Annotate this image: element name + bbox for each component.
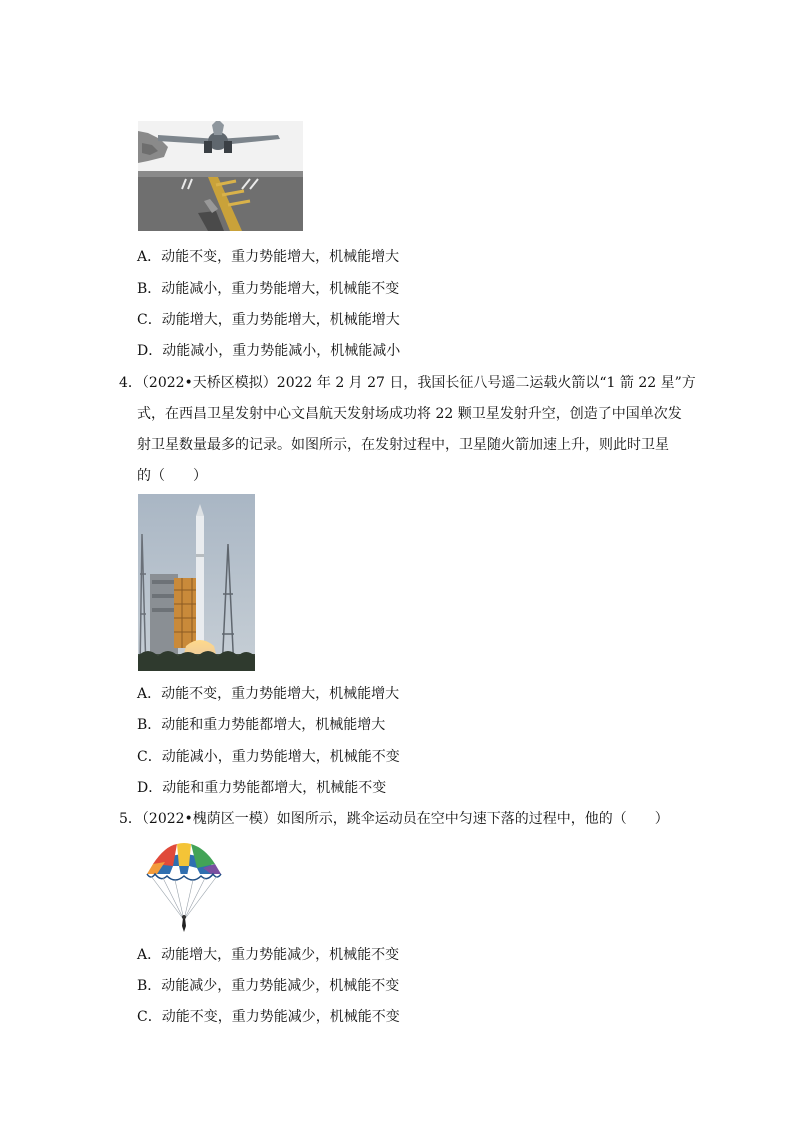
q5-text-line-1: 5．（2022•槐荫区一模）如图所示，跳伞运动员在空中匀速下落的过程中，他的（ ） (119, 811, 669, 827)
fighter-jet-figure (138, 121, 303, 231)
q3-option-b: B．动能减小，重力势能增大，机械能不变 (137, 281, 400, 297)
q4-text-line-3: 射卫星数量最多的记录。如图所示，在发射过程中，卫星随火箭加速上升，则此时卫星 (137, 437, 669, 453)
q3-option-a: A．动能不变，重力势能增大，机械能增大 (137, 249, 400, 265)
q4-text-line-4: 的（ ） (137, 468, 207, 484)
q5-option-a: A．动能增大，重力势能减少，机械能不变 (137, 947, 400, 963)
q4-option-c: C．动能减小，重力势能增大，机械能不变 (137, 749, 400, 765)
rocket-launch-figure (138, 494, 255, 671)
q3-option-c: C．动能增大，重力势能增大，机械能增大 (137, 312, 400, 328)
q3-option-d: D．动能减小，重力势能减小，机械能减小 (137, 343, 401, 359)
q5-option-c: C．动能不变，重力势能减少，机械能不变 (137, 1009, 400, 1025)
q4-option-d: D．动能和重力势能都增大，机械能不变 (137, 780, 387, 796)
q4-option-a: A．动能不变，重力势能增大，机械能增大 (137, 686, 400, 702)
q4-text-line-2: 式，在西昌卫星发射中心文昌航天发射场成功将 22 颗卫星发射升空，创造了中国单次发 (137, 406, 682, 422)
q5-option-b: B．动能减少，重力势能减少，机械能不变 (137, 978, 400, 994)
q4-text-line-1: 4．（2022•天桥区模拟）2022 年 2 月 27 日，我国长征八号遥二运载火箭以“1 箭 22 星”方 (119, 375, 696, 391)
q4-option-b: B．动能和重力势能都增大，机械能增大 (137, 717, 386, 733)
parachute-figure (143, 840, 225, 935)
